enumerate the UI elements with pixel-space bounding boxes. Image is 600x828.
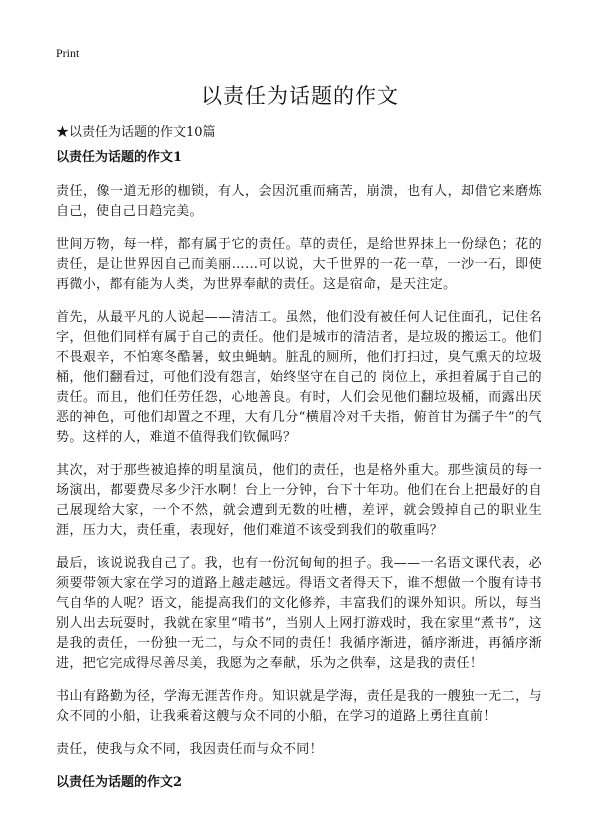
- section-heading-1: 以责任为话题的作文1: [56, 150, 183, 165]
- paragraph: 最后，该说说我自己了。我，也有一份沉甸甸的担子。我——一名语文课代表，必须要带领大家在学习的道路上越走越远。得语文者得天下，谁不想做一个腹有诗书气自华的人呢？语文，能提高我们的文化修养，丰富我们的课外知识。所以，每当别人出去玩耍时，我就在家里“啃书”，当别人上网打游戏时，我在家里“煮书”，这是我的责任，一份独一无二，与众不同的责任！我循序渐进，循序渐进，再循序渐进，把它完成得尽善尽美，我愿为之奉献，乐为之供奉，这是我的责任！: [56, 556, 542, 671]
- paragraph: 其次，对于那些被追捧的明星演员，他们的责任，也是格外重大。那些演员的每一场演出，都要费尽多少汗水啊！台上一分钟，台下十年功。他们在台上把最好的自己展现给大家，一个不然，就会遭到无数的吐槽，差评，就会毁掉自己的职业生涯，压力大，责任重，表现好，他们难道不该受到我们的敬重吗？: [56, 463, 542, 538]
- paragraph: 首先，从最平凡的人说起——清洁工。虽然，他们没有被任何人记住面孔，记住名字，但他们同样有属于自己的责任。他们是城市的清洁者，是垃圾的搬运工。他们不畏艰辛，不怕寒冬酷暑，蚊虫蝇蚋。脏乱的厕所，他们打扫过，臭气熏天的垃圾桶，他们翻看过，可他们没有怨言，始终坚守在自己的 岗位上，承担着属于自己的责任。而且，他们任劳任怨，心地善良。有时，人们会见他们翻垃圾桶，而露出厌恶的神色，可他们却置之不理，大有几分“横眉冷对千夫指，俯首甘为孺子牛”的气势。这样的人，难道不值得我们钦佩吗？: [56, 310, 542, 445]
- paragraph: 责任，像一道无形的枷锁，有人，会因沉重而痛苦，崩溃，也有人，却借它来磨炼自己，使自己日趋完美。: [56, 184, 542, 219]
- document-body: [56, 148, 542, 807]
- paragraph: 书山有路勤为径，学海无涯苦作舟。知识就是学海，责任是我的一艘独一无二，与众不同的小船，让我乘着这艘与众不同的小船，在学习的道路上勇往直前！: [56, 689, 542, 724]
- document-title: 以责任为话题的作文: [201, 84, 399, 108]
- print-link[interactable]: Print: [56, 46, 80, 60]
- paragraph: 世间万物，每一样，都有属于它的责任。草的责任，是给世界抹上一份绿色；花的责任，是让世界因自己而美丽……可以说，大千世界的一花一草，一沙一石，即使再微小，都有能为人类，为世界奉献的责任。这是宿命，是天注定。: [56, 237, 542, 292]
- paragraph: 责任，使我与众不同，我因责任而与众不同！: [56, 742, 324, 757]
- toc-line: ★以责任为话题的作文10篇: [56, 125, 216, 140]
- section-heading-2: 以责任为话题的作文2: [56, 775, 183, 790]
